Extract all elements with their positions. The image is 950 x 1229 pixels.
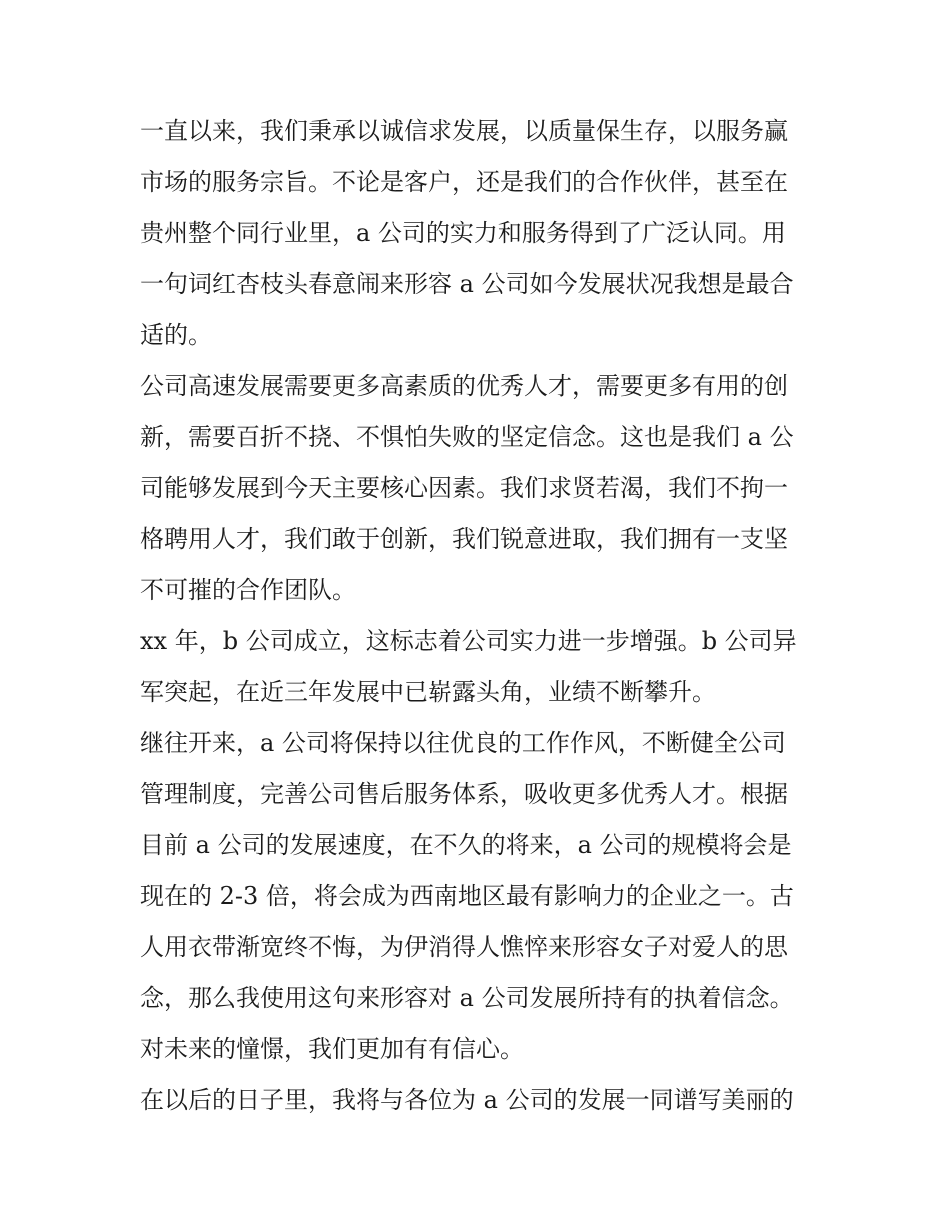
paragraph-2: [140, 361, 820, 616]
paragraph-3: [140, 616, 820, 718]
text-line: 人用衣带渐宽终不悔，为伊消得人憔悴来形容女子对爱人的思: [140, 933, 788, 961]
text-line: 对未来的憧憬，我们更加有有信心。: [140, 1035, 524, 1063]
text-line: 一直以来，我们秉承以诚信求发展，以质量保生存，以服务赢: [140, 117, 788, 145]
text-line: 格聘用人才，我们敢于创新，我们锐意进取，我们拥有一支坚: [140, 525, 788, 553]
text-line: 现在的 2-3 倍，将会成为西南地区最有影响力的企业之一。古: [140, 882, 794, 910]
text-line: 新，需要百折不挠、不惧怕失败的坚定信念。这也是我们 a 公: [140, 423, 794, 451]
text-line: 在以后的日子里，我将与各位为 a 公司的发展一同谱写美丽的: [140, 1086, 794, 1114]
text-line: 贵州整个同行业里，a 公司的实力和服务得到了广泛认同。用: [140, 219, 786, 247]
paragraph-5: [140, 1075, 820, 1126]
paragraph-4: [140, 718, 820, 1075]
text-line: 市场的服务宗旨。不论是客户，还是我们的合作伙伴，甚至在: [140, 168, 788, 196]
text-line: 管理制度，完善公司售后服务体系，吸收更多优秀人才。根据: [140, 780, 788, 808]
document-body: [140, 106, 820, 1126]
text-line: 念，那么我使用这句来形容对 a 公司发展所持有的执着信念。: [140, 984, 794, 1012]
text-line: 目前 a 公司的发展速度，在不久的将来，a 公司的规模将会是: [140, 831, 792, 859]
paragraph-1: [140, 106, 820, 361]
text-line: 军突起，在近三年发展中已崭露头角，业绩不断攀升。: [140, 678, 716, 706]
text-line: 一句词红杏枝头春意闹来形容 a 公司如今发展状况我想是最合: [140, 270, 794, 298]
text-line: 公司高速发展需要更多高素质的优秀人才，需要更多有用的创: [140, 372, 788, 400]
text-line: 司能够发展到今天主要核心因素。我们求贤若渴，我们不拘一: [140, 474, 788, 502]
text-line: 不可摧的合作团队。: [140, 576, 356, 604]
text-line: 适的。: [140, 321, 212, 349]
text-line: xx 年，b 公司成立，这标志着公司实力进一步增强。b 公司异: [140, 627, 797, 655]
text-line: 继往开来，a 公司将保持以往优良的工作作风，不断健全公司: [140, 729, 786, 757]
